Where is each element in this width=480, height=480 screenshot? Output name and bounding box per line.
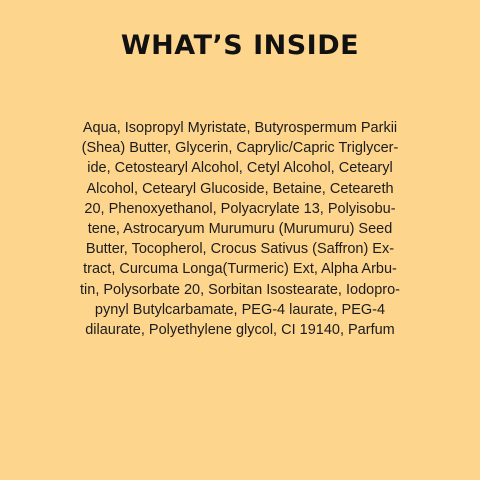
ingredient-line: Alcohol, Cetearyl Glucoside, Betaine, Ceteareth <box>86 180 394 197</box>
ingredient-line: Butter, Tocopherol, Crocus Sativus (Saffron) Ex- <box>85 241 395 258</box>
ingredient-line: 20, Phenoxyethanol, Polyacrylate 13, Polyisobu- <box>84 200 396 217</box>
ingredient-line: tin, Polysorbate 20, Sorbitan Isostearate, Iodopro- <box>80 281 400 298</box>
ingredient-line: dilaurate, Polyethylene glycol, CI 19140, Parfum <box>85 322 395 339</box>
ingredient-line: Aqua, Isopropyl Myristate, Butyrospermum Parkii <box>82 120 398 136</box>
ingredient-line: (Shea) Butter, Glycerin, Caprylic/Capric Triglycer- <box>81 140 399 157</box>
ingredient-line: tract, Curcuma Longa(Turmeric) Ext, Alpha Arbu- <box>83 261 397 278</box>
section-title: WHAT’S INSIDE <box>120 30 360 61</box>
ingredient-line: ide, Cetostearyl Alcohol, Cetyl Alcohol, Cetearyl <box>87 160 393 177</box>
ingredient-line: tene, Astrocaryum Murumuru (Murumuru) Seed <box>87 221 393 238</box>
ingredients-list <box>40 118 440 340</box>
ingredient-line: pynyl Butylcarbamate, PEG-4 laurate, PEG-4 <box>94 301 386 318</box>
